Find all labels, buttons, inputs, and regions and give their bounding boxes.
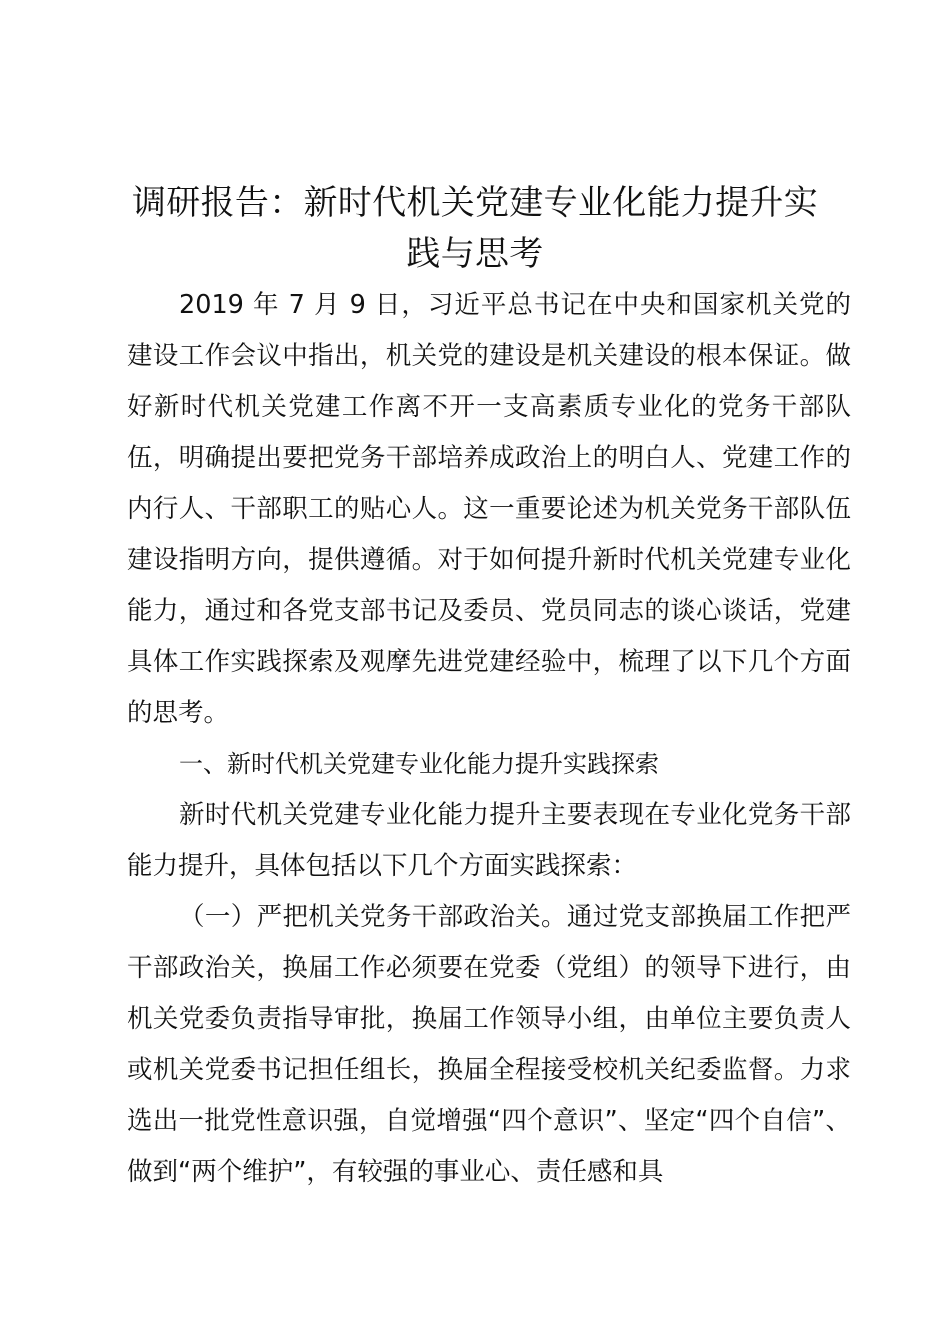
document-title: 调研报告：新时代机关党建专业化能力提升实践与思考 [132, 183, 818, 274]
section-heading-1: 一、新时代机关党建专业化能力提升实践探索 [179, 750, 659, 778]
intro-paragraph: 2019 年 7 月 9 日，习近平总书记在中央和国家机关党的建设工作会议中指出，机关党的建设是机关建设的根本保证。做好新时代机关党建工作离不开一支高素质专业化的党务干部队伍，明确提出要把党务干部培养成政治上的明白人、党建工作的内行人、干部职工的贴心人。这一重要论述为机关党务干部队伍建设指明方向，提供遵循。对于如何提升新时代机关党建专业化能力，通过和各党支部书记及委员、党员同志的谈心谈话，党建具体工作实践探索及观摩先进党建经验中，梳理了以下几个方面的思考。 [127, 290, 851, 728]
document-body [127, 280, 851, 1198]
subsection-1-paragraph: （一）严把机关党务干部政治关。通过党支部换届工作把严干部政治关，换届工作必须要在党委（党组）的领导下进行，由机关党委负责指导审批，换届工作领导小组，由单位主要负责人或机关党委书记担任组长，换届全程接受校机关纪委监督。力求选出一批党性意识强，自觉增强“四个意识”、坚定“四个自信”、做到“两个维护”，有较强的事业心、责任感和具 [127, 902, 851, 1187]
section-1-intro-paragraph: 新时代机关党建专业化能力提升主要表现在专业化党务干部能力提升，具体包括以下几个方面实践探索： [127, 800, 851, 881]
